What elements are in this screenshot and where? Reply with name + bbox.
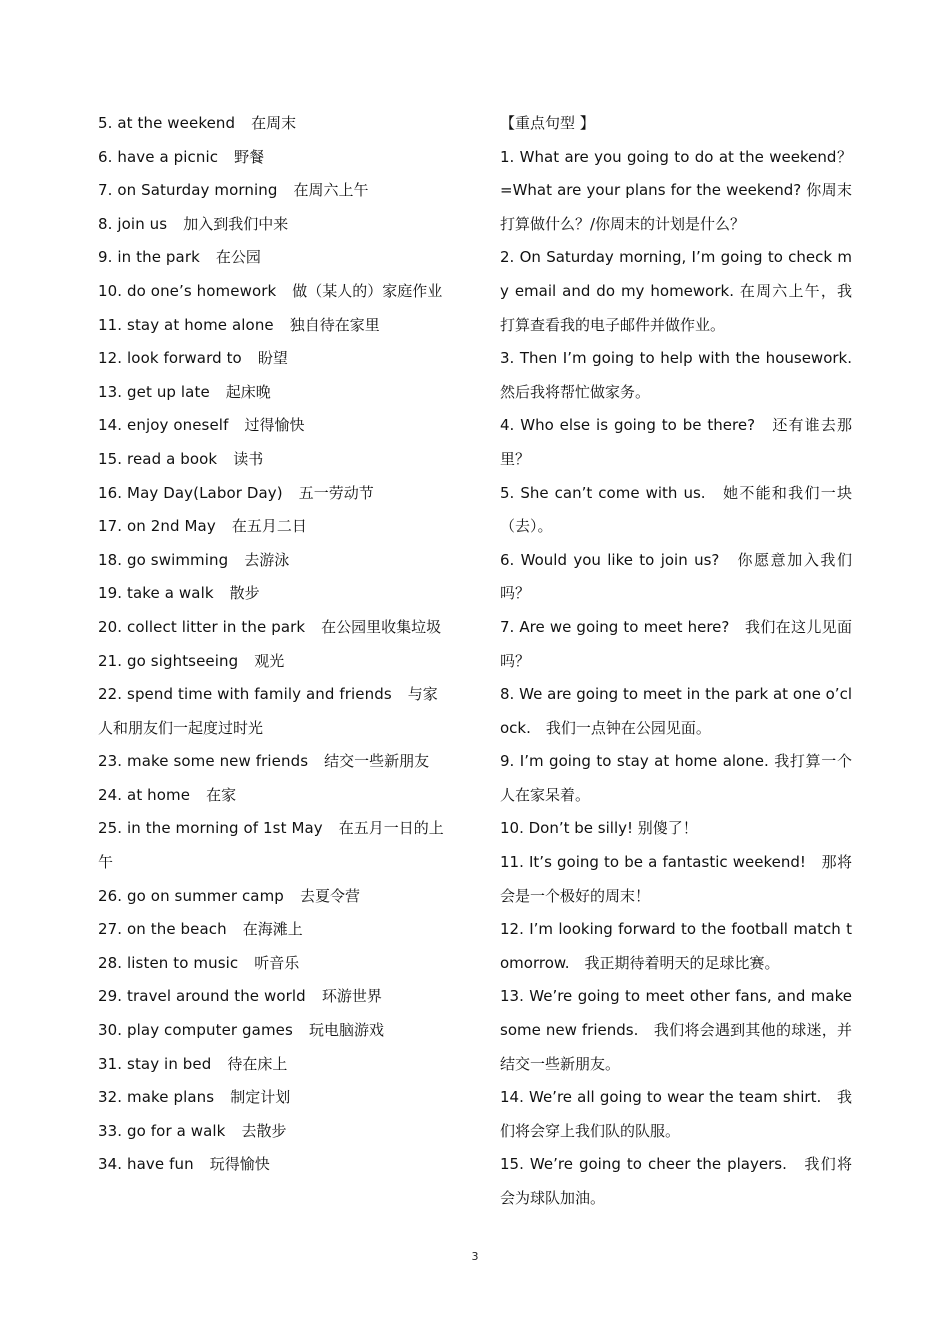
phrase-en: 6. have a picnic <box>98 147 219 166</box>
phrase-zh: 在周六上午 <box>293 181 369 200</box>
sentence-item: 5. She can’t come with us. 她不能和我们一块（去）。 <box>500 483 852 536</box>
sentence-item: 3. Then I’m going to help with the housework. 然后我将帮忙做家务。 <box>500 349 852 401</box>
phrase-zh: 制定计划 <box>230 1088 291 1107</box>
phrase-en: 10. do one’s homework <box>98 281 277 300</box>
sentence-item: 10. Don’t be silly! 别傻了！ <box>500 819 698 838</box>
sentence-item: 9. I’m going to stay at home alone. 我打算一个人在家呆着。 <box>500 752 852 804</box>
phrase-zh: 结交一些新朋友 <box>324 752 430 771</box>
phrase-item <box>98 1081 450 1115</box>
phrase-zh: 加入到我们中来 <box>183 214 289 233</box>
phrase-item <box>98 477 450 511</box>
phrase-item <box>98 1115 450 1149</box>
phrase-zh: 玩电脑游戏 <box>308 1021 384 1040</box>
phrase-en: 25. in the morning of 1st May <box>98 819 323 838</box>
phrase-en: 29. travel around the world <box>98 987 306 1006</box>
phrase-en: 32. make plans <box>98 1088 215 1107</box>
phrase-zh: 听音乐 <box>254 953 300 972</box>
phrase-item <box>98 409 450 443</box>
phrase-zh: 做（某人的）家庭作业 <box>292 281 443 300</box>
phrase-zh: 在家 <box>206 785 237 804</box>
phrase-item <box>98 880 450 914</box>
phrase-item <box>98 947 450 981</box>
phrase-item <box>98 645 450 679</box>
phrase-en: 23. make some new friends <box>98 752 309 771</box>
phrase-en: 27. on the beach <box>98 920 227 939</box>
phrase-zh: 去夏令营 <box>299 886 360 905</box>
phrase-zh: 过得愉快 <box>244 416 305 435</box>
sentence-list <box>500 107 852 1216</box>
phrase-zh: 散步 <box>229 584 260 603</box>
phrase-zh: 五一劳动节 <box>298 483 374 502</box>
phrase-en: 11. stay at home alone <box>98 315 274 334</box>
phrase-zh: 在公园里收集垃圾 <box>321 617 442 636</box>
phrase-zh: 与家人和朋友们一起度过时光 <box>98 685 438 737</box>
phrase-item <box>98 913 450 947</box>
phrase-item <box>98 678 450 745</box>
phrase-en: 28. listen to music <box>98 953 239 972</box>
sentence-item: 4. Who else is going to be there? 还有谁去那里？ <box>500 416 852 468</box>
phrase-zh: 去散步 <box>241 1121 287 1140</box>
phrase-item <box>98 443 450 477</box>
sentence-item: 1. What are you going to do at the weekend？=What are your plans for the weekend? 你周末打算做什么？/你周末的计划是什么？ <box>500 147 852 233</box>
phrase-item <box>98 544 450 578</box>
phrase-item <box>98 577 450 611</box>
phrase-zh: 待在床上 <box>227 1054 288 1073</box>
phrase-en: 30. play computer games <box>98 1021 293 1040</box>
phrase-item <box>98 510 450 544</box>
sentence-item: 2. On Saturday morning, I’m going to check my email and do my homework. 在周六上午，我打算查看我的电子邮件并做作业。 <box>500 248 852 334</box>
phrase-item <box>98 241 450 275</box>
phrase-item <box>98 208 450 242</box>
phrase-item <box>98 812 450 879</box>
sentence-item: 7. Are we going to meet here? 我们在这儿见面吗？ <box>500 617 852 670</box>
phrase-zh: 读书 <box>233 449 264 468</box>
phrase-item <box>98 275 450 309</box>
phrase-en: 14. enjoy oneself <box>98 416 229 435</box>
phrase-en: 19. take a walk <box>98 584 214 603</box>
phrase-en: 8. join us <box>98 214 168 233</box>
phrase-en: 9. in the park <box>98 248 200 267</box>
phrase-en: 17. on 2nd May <box>98 517 216 536</box>
phrase-en: 21. go sightseeing <box>98 651 239 670</box>
phrase-item <box>98 309 450 343</box>
phrase-item <box>98 342 450 376</box>
phrase-en: 13. get up late <box>98 382 210 401</box>
phrase-item <box>98 745 450 779</box>
phrase-item <box>98 779 450 813</box>
phrase-zh: 在公园 <box>215 248 261 267</box>
phrase-en: 5. at the weekend <box>98 114 236 132</box>
phrase-en: 7. on Saturday morning <box>98 181 278 200</box>
sentence-item: 11. It’s going to be a fantastic weekend! 那将会是一个极好的周末！ <box>500 853 852 905</box>
phrase-zh: 野餐 <box>234 147 265 166</box>
section-heading: 【重点句型 】 <box>500 114 595 132</box>
phrase-zh: 观光 <box>254 651 285 670</box>
phrase-zh: 在五月二日 <box>231 517 307 536</box>
page-number: 3 <box>471 1250 479 1263</box>
phrase-zh: 环游世界 <box>321 987 382 1006</box>
phrase-item <box>98 1014 450 1048</box>
sentence-item: 8. We are going to meet in the park at one o’clock. 我们一点钟在公园见面。 <box>500 685 852 737</box>
phrase-item <box>98 376 450 410</box>
phrase-en: 12. look forward to <box>98 349 242 368</box>
phrase-en: 18. go swimming <box>98 550 229 569</box>
sentence-item: 15. We’re going to cheer the players. 我们将会为球队加油。 <box>500 1155 852 1207</box>
phrase-zh: 在周末 <box>251 114 297 132</box>
phrase-item <box>98 107 450 141</box>
phrase-item <box>98 1148 450 1182</box>
phrase-item <box>98 611 450 645</box>
sentence-item: 14. We’re all going to wear the team shirt. 我们将会穿上我们队的队服。 <box>500 1088 852 1140</box>
phrase-zh: 去游泳 <box>244 550 290 569</box>
phrase-zh: 玩得愉快 <box>209 1155 270 1174</box>
phrase-en: 33. go for a walk <box>98 1121 226 1140</box>
phrase-en: 20. collect litter in the park <box>98 617 306 636</box>
phrase-zh: 独自待在家里 <box>289 315 380 334</box>
phrase-item <box>98 141 450 175</box>
phrase-list <box>98 107 450 1182</box>
sentence-item: 6. Would you like to join us? 你愿意加入我们吗？ <box>500 550 852 603</box>
phrase-en: 22. spend time with family and friends <box>98 685 392 704</box>
phrase-en: 15. read a book <box>98 449 218 468</box>
phrase-zh: 在五月一日的上午 <box>98 819 444 872</box>
phrase-item <box>98 1048 450 1082</box>
phrase-zh: 盼望 <box>257 349 288 368</box>
sentence-item: 13. We’re going to meet other fans, and make some new friends. 我们将会遇到其他的球迷，并结交一些新朋友。 <box>500 987 852 1073</box>
phrase-en: 24. at home <box>98 785 191 804</box>
phrase-zh: 起床晚 <box>225 382 271 401</box>
phrase-en: 34. have fun <box>98 1155 194 1174</box>
phrase-item <box>98 980 450 1014</box>
phrase-en: 26. go on summer camp <box>98 886 284 905</box>
phrase-zh: 在海滩上 <box>242 920 303 939</box>
sentence-item: 12. I’m looking forward to the football match tomorrow. 我正期待着明天的足球比赛。 <box>500 920 852 972</box>
phrase-en: 16. May Day(Labor Day) <box>98 483 283 502</box>
phrase-en: 31. stay in bed <box>98 1054 212 1073</box>
phrase-item <box>98 174 450 208</box>
